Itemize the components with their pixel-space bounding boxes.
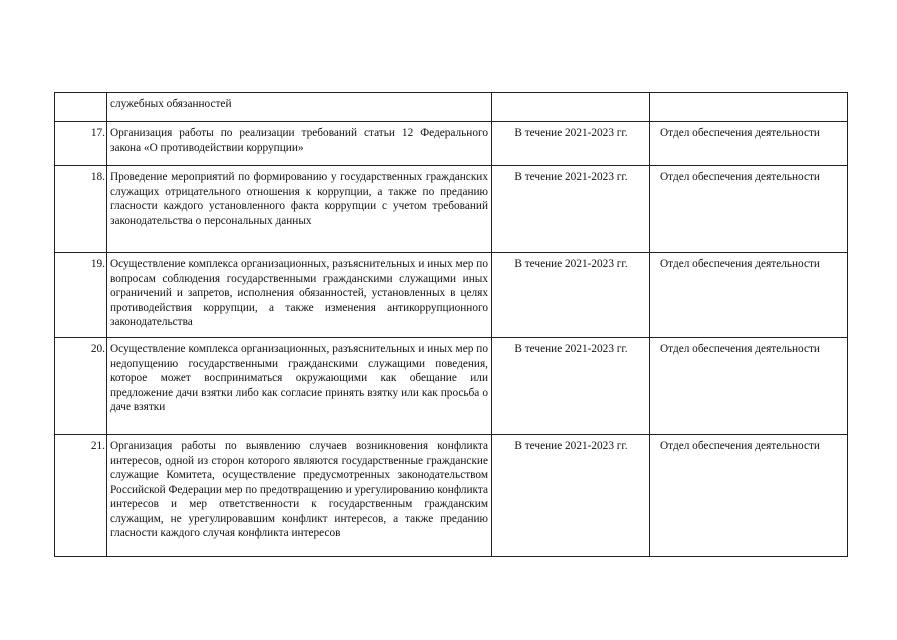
responsible-cell: Отдел обеспечения деятельности bbox=[650, 122, 848, 166]
table-row bbox=[55, 166, 848, 253]
table-row bbox=[55, 338, 848, 435]
measure-text: Организация работы по выявлению случаев возникновения конфликта интересов, одной из сторон которого являются государственные гражданские служащие Комитета, осуществление предусмотренных законодательством Российской Федерации мер по предотвращению и урегулированию конфликта интересов и мер ответственности к государственным гражданским служащим, не урегулировавшим конфликт интересов, а также преданию гласности каждого случая конфликта интересов bbox=[107, 435, 492, 557]
measure-text: Осуществление комплекса организационных, разъяснительных и иных мер по недопущению государственными гражданскими служащими поведения, которое может восприниматься окружающими как обещание или предложение дачи взятки либо как согласие принять взятку или как просьба о даче взятки bbox=[107, 338, 492, 435]
term-cell: В течение 2021-2023 гг. bbox=[492, 253, 650, 338]
term-cell: В течение 2021-2023 гг. bbox=[492, 435, 650, 557]
term-cell: В течение 2021-2023 гг. bbox=[492, 166, 650, 253]
table-row bbox=[55, 435, 848, 557]
table-row-continuation bbox=[55, 93, 848, 122]
row-number: 17. bbox=[55, 122, 107, 166]
measure-text: Проведение мероприятий по формированию у государственных гражданских служащих отрицательного отношения к коррупции, а также по преданию гласности каждого установленного факта коррупции с учетом требований законодательства о персональных данных bbox=[107, 166, 492, 253]
responsible-cell: Отдел обеспечения деятельности bbox=[650, 338, 848, 435]
term-cell: В течение 2021-2023 гг. bbox=[492, 338, 650, 435]
row-number bbox=[55, 93, 107, 122]
responsible-cell: Отдел обеспечения деятельности bbox=[650, 166, 848, 253]
measure-text: Осуществление комплекса организационных, разъяснительных и иных мер по вопросам соблюдения государственными гражданскими служащими иных ограничений и запретов, исполнения обязанностей, установленных в целях противодействия коррупции, а также изменения антикоррупционного законодательства bbox=[107, 253, 492, 338]
measure-text: Организация работы по реализации требований статьи 12 Федерального закона «О противодействии коррупции» bbox=[107, 122, 492, 166]
row-number: 21. bbox=[55, 435, 107, 557]
responsible-cell: Отдел обеспечения деятельности bbox=[650, 435, 848, 557]
row-number: 18. bbox=[55, 166, 107, 253]
table-row bbox=[55, 122, 848, 166]
responsible-cell bbox=[650, 93, 848, 122]
term-cell bbox=[492, 93, 650, 122]
row-number: 20. bbox=[55, 338, 107, 435]
measure-text: служебных обязанностей bbox=[107, 93, 492, 122]
table-row bbox=[55, 253, 848, 338]
term-cell: В течение 2021-2023 гг. bbox=[492, 122, 650, 166]
responsible-cell: Отдел обеспечения деятельности bbox=[650, 253, 848, 338]
row-number: 19. bbox=[55, 253, 107, 338]
measures-table bbox=[54, 92, 848, 557]
